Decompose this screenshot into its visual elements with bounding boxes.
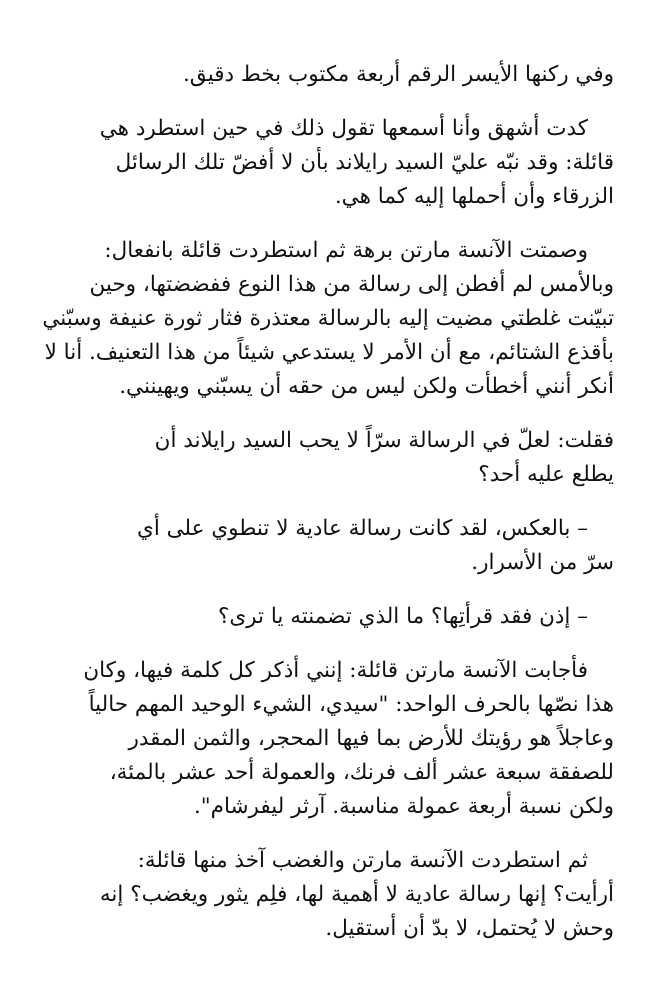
paragraph-5	[38, 654, 614, 824]
dialogue-2	[38, 600, 614, 634]
paragraph-2	[38, 112, 614, 214]
text-line: أنكر أنني أخطأت ولكن ليس من حقه أن يسبّني ويهينني.	[119, 374, 614, 399]
paragraph-1	[38, 58, 614, 92]
paragraph-6	[38, 844, 614, 946]
text-line: كدت أشهق وأنا أسمعها تقول ذلك في حين استطرد هي	[99, 116, 588, 141]
text-line: سرّ من الأسرار.	[471, 550, 614, 575]
paragraph-3	[38, 234, 614, 404]
text-line: وفي ركنها الأيسر الرقم أربعة مكتوب بخط دقيق.	[182, 62, 614, 87]
text-line: – إذن فقد قرأتِها؟ ما الذي تضمنته يا ترى؟	[217, 604, 588, 629]
text-line: وبالأمس لم أفطن إلى رسالة من هذا النوع ففضضتها، وحين	[89, 272, 614, 297]
text-line: – بالعكس، لقد كانت رسالة عادية لا تنطوي على أي	[137, 516, 588, 541]
text-line: أرأيت؟ إنها رسالة عادية لا أهمية لها، فلِم يثور ويغضب؟ إنه	[99, 882, 614, 907]
text-line: وحش لا يُحتمل، لا بدّ أن أستقيل.	[325, 916, 614, 941]
paragraph-4	[38, 424, 614, 492]
text-line: ثم استطردت الآنسة مارتن والغضب آخذ منها قائلة:	[137, 848, 588, 873]
text-line: يطلع عليه أحد؟	[478, 462, 614, 487]
text-line: للصفقة سبعة عشر ألف فرنك، والعمولة أحد عشر بالمئة،	[109, 760, 614, 785]
text-line: الزرقاء وأن أحملها إليه كما هي.	[334, 184, 614, 209]
text-line: ولكن نسبة أربعة عمولة مناسبة. آرثر ليفرشام".	[193, 794, 614, 819]
text-line: هذا نصّها بالحرف الواحد: "سيدي، الشيء الوحيد المهم حالياً	[88, 692, 614, 717]
text-line: وعاجلاً هو رؤيتك للأرض بما فيها المحجر، والثمن المقدر	[128, 726, 614, 751]
text-line: قائلة: وقد نبّه عليّ السيد رايلاند بأن لا أفضّ تلك الرسائل	[115, 150, 614, 175]
text-line: بأقذع الشتائم، مع أن الأمر لا يستدعي شيئاً من هذا التعنيف. أنا لا	[44, 340, 614, 365]
dialogue-1	[38, 512, 614, 580]
text-line: فقلت: لعلّ في الرسالة سرّاً لا يحب السيد رايلاند أن	[154, 428, 614, 453]
text-line: تبيّنت غلطتي مضيت إليه بالرسالة معتذرة فثار ثورة عنيفة وسبّني	[42, 306, 614, 331]
book-page	[38, 58, 614, 966]
text-line: فأجابت الآنسة مارتن قائلة: إنني أذكر كل كلمة فيها، وكان	[83, 658, 588, 683]
text-line: وصمتت الآنسة مارتن برهة ثم استطردت قائلة بانفعال:	[104, 238, 588, 263]
